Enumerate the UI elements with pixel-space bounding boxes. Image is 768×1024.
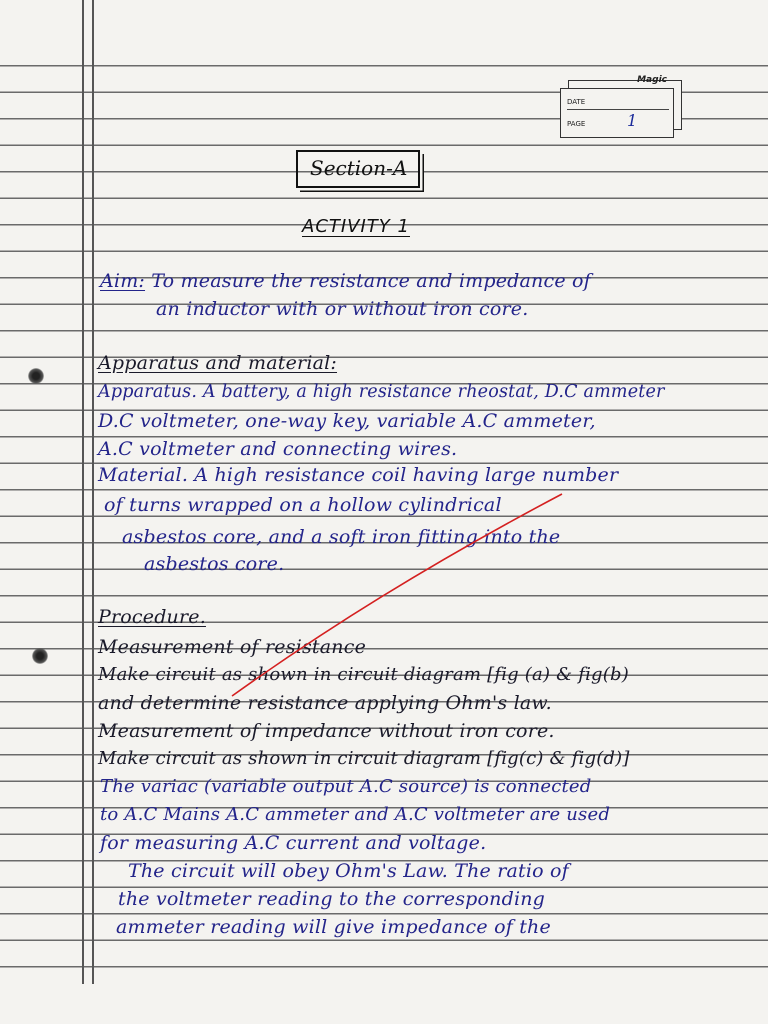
apparatus-line: A.C voltmeter and connecting wires. [98, 438, 458, 460]
section-title: Section-A [310, 156, 408, 180]
procedure-subheading: Measurement of resistance [98, 636, 367, 658]
material-line: of turns wrapped on a hollow cylindrical [104, 494, 502, 516]
procedure-subheading: Measurement of impedance without iron core. [98, 720, 555, 742]
procedure-line: for measuring A.C current and voltage. [100, 832, 487, 854]
procedure-line: The variac (variable output A.C source) is connected [100, 776, 592, 797]
procedure-line: ammeter reading will give impedance of the [116, 916, 551, 938]
material-line: asbestos core. [144, 553, 285, 575]
material-line: Material. A high resistance coil having large number [98, 464, 619, 486]
procedure-line: The circuit will obey Ohm's Law. The ratio of [128, 860, 569, 882]
procedure-line: Make circuit as shown in circuit diagram [fig(c) & fig(d)] [98, 748, 630, 769]
page-label: PAGE [567, 120, 586, 128]
aim-line-1: To measure the resistance and impedance of [151, 270, 591, 292]
material-line: asbestos core, and a soft iron fitting into the [122, 526, 561, 548]
procedure-line: Make circuit as shown in circuit diagram [fig (a) & fig(b) [98, 664, 629, 685]
activity-title: ACTIVITY 1 [302, 216, 410, 237]
brand-logo: Magic [637, 75, 667, 85]
procedure-line: to A.C Mains A.C ammeter and A.C voltmeter are used [100, 804, 611, 825]
procedure-heading: Procedure. [98, 606, 206, 628]
aim-label: Aim: [100, 270, 146, 292]
aim-line-2: an inductor with or without iron core. [156, 298, 529, 320]
page-number: 1 [627, 111, 638, 130]
apparatus-line: D.C voltmeter, one-way key, variable A.C ammeter, [98, 410, 596, 432]
procedure-line: the voltmeter reading to the corresponding [118, 888, 546, 910]
apparatus-heading: Apparatus and material: [98, 352, 338, 374]
apparatus-line: Apparatus. A battery, a high resistance rheostat, D.C ammeter [98, 382, 665, 402]
date-label: DATE [567, 98, 586, 106]
procedure-line: and determine resistance applying Ohm's law. [98, 692, 552, 714]
